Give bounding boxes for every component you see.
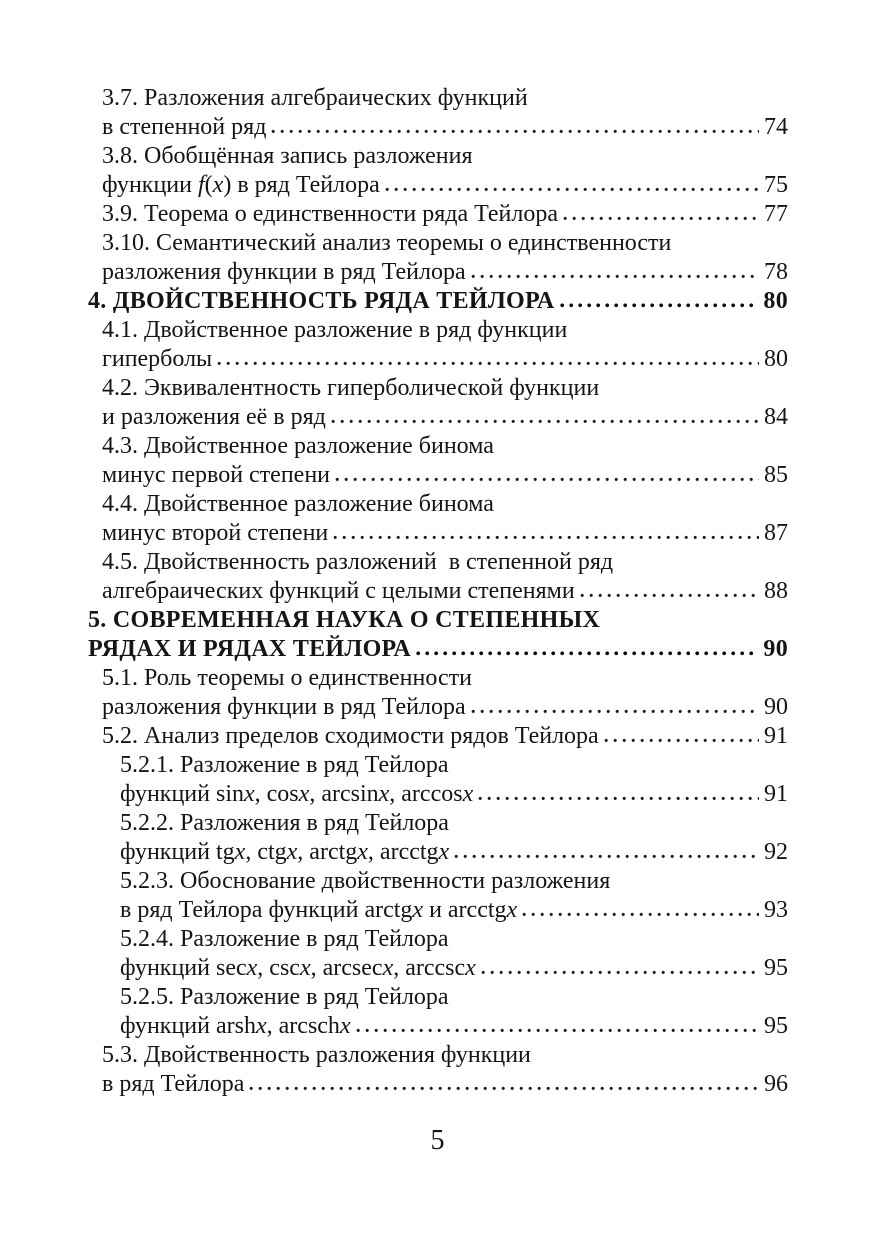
toc-page-number: 78 — [764, 259, 788, 285]
toc-entry-text: разложения функции в ряд Тейлора — [102, 259, 466, 285]
toc-entry — [88, 664, 788, 722]
toc-entry-text: 5. СОВРЕМЕННАЯ НАУКА О СТЕПЕННЫХ — [88, 607, 601, 633]
toc-line — [88, 1070, 788, 1099]
toc-line — [88, 287, 788, 316]
toc-line — [88, 722, 788, 751]
toc-entry-text: 4.5. Двойственность разложений в степенной ряд — [102, 549, 614, 575]
toc-page-number: 93 — [764, 897, 788, 923]
toc-entry-text: в ряд Тейлора — [102, 1071, 245, 1097]
toc-entry-text: функций secx, cscx, arcsecx, arccscx — [120, 955, 476, 981]
toc-page-number: 95 — [764, 955, 788, 981]
toc-entry-text: 5.2.4. Разложение в ряд Тейлора — [120, 926, 449, 952]
dot-leader — [385, 187, 759, 192]
toc-page-number: 92 — [764, 839, 788, 865]
toc-page-number: 95 — [764, 1013, 788, 1039]
toc-page-number: 87 — [764, 520, 788, 546]
toc-page-number: 84 — [764, 404, 788, 430]
toc-entry-text: минус первой степени — [102, 462, 331, 488]
toc-line — [88, 345, 788, 374]
toc-page-number: 80 — [763, 288, 788, 314]
toc-line — [88, 432, 788, 461]
toc-entry-text: алгебраических функций с целыми степенями — [102, 578, 575, 604]
dot-leader — [249, 1086, 759, 1091]
toc-entry — [88, 1041, 788, 1099]
toc-line — [88, 142, 788, 171]
toc-entry-text: 5.2.3. Обоснование двойственности разложения — [120, 868, 611, 894]
toc-line — [88, 171, 788, 200]
toc-page-number: 90 — [764, 694, 788, 720]
toc-entry-text: в степенной ряд — [102, 114, 267, 140]
toc-entry-text: гиперболы — [102, 346, 213, 372]
toc-entry-text: функции f(x) в ряд Тейлора — [102, 172, 380, 198]
dot-leader — [454, 854, 759, 859]
toc-entry-text: 3.7. Разложения алгебраических функций — [102, 85, 528, 111]
toc-line — [88, 258, 788, 287]
toc-line — [88, 200, 788, 229]
toc-line — [88, 461, 788, 490]
toc-list — [88, 84, 788, 1099]
toc-entry-text: и разложения её в ряд — [102, 404, 326, 430]
toc-line — [88, 664, 788, 693]
toc-line — [88, 84, 788, 113]
toc-entry-text: 5.1. Роль теоремы о единственности — [102, 665, 472, 691]
toc-entry-text: 3.8. Обобщённая запись разложения — [102, 143, 473, 169]
toc-entry-text: 4. ДВОЙСТВЕННОСТЬ РЯДА ТЕЙЛОРА — [88, 288, 555, 314]
toc-entry-text: функций arshx, arcschx — [120, 1013, 351, 1039]
toc-entry-text: 5.3. Двойственность разложения функции — [102, 1042, 531, 1068]
toc-line — [88, 1041, 788, 1070]
dot-leader — [478, 796, 759, 801]
toc-entry — [88, 751, 788, 809]
toc-page-number: 77 — [764, 201, 788, 227]
toc-entry — [88, 84, 788, 142]
toc-entry — [88, 490, 788, 548]
toc-entry — [88, 925, 788, 983]
toc-line — [88, 374, 788, 403]
toc-line — [88, 954, 788, 983]
toc-line — [88, 577, 788, 606]
toc-entry-text: 5.2. Анализ пределов сходимости рядов Тейлора — [102, 723, 599, 749]
toc-line — [88, 548, 788, 577]
toc-page-number: 91 — [764, 781, 788, 807]
toc-entry — [88, 722, 788, 751]
toc-page-number: 91 — [764, 723, 788, 749]
dot-leader — [356, 1028, 759, 1033]
toc-entry-text: 4.3. Двойственное разложение бинома — [102, 433, 494, 459]
toc-page-number: 88 — [764, 578, 788, 604]
dot-leader — [522, 912, 759, 917]
dot-leader — [481, 970, 759, 975]
toc-page-number: 85 — [764, 462, 788, 488]
toc-entry — [88, 200, 788, 229]
toc-entry-text: РЯДАХ И РЯДАХ ТЕЙЛОРА — [88, 636, 412, 662]
toc-entry — [88, 606, 788, 664]
toc-line — [88, 490, 788, 519]
toc-line — [88, 925, 788, 954]
toc-entry — [88, 867, 788, 925]
toc-line — [88, 403, 788, 432]
toc-line — [88, 780, 788, 809]
toc-entry — [88, 316, 788, 374]
toc-entry — [88, 374, 788, 432]
toc-page-number: 75 — [764, 172, 788, 198]
toc-line — [88, 896, 788, 925]
toc-line — [88, 113, 788, 142]
toc-entry — [88, 432, 788, 490]
toc-entry-text: 3.9. Теорема о единственности ряда Тейлора — [102, 201, 558, 227]
dot-leader — [580, 593, 759, 598]
toc-page-number: 90 — [763, 636, 788, 662]
toc-entry-text: 5.2.1. Разложение в ряд Тейлора — [120, 752, 449, 778]
page-number: 5 — [430, 1125, 445, 1156]
toc-entry-text: 4.1. Двойственное разложение в ряд функции — [102, 317, 568, 343]
dot-leader — [335, 477, 759, 482]
toc-line — [88, 983, 788, 1012]
toc-line — [88, 519, 788, 548]
toc-entry-text: разложения функции в ряд Тейлора — [102, 694, 466, 720]
toc-entry-text: 4.4. Двойственное разложение бинома — [102, 491, 494, 517]
toc-page-number: 74 — [764, 114, 788, 140]
dot-leader — [271, 129, 759, 134]
toc-entry — [88, 548, 788, 606]
toc-entry-text: 3.10. Семантический анализ теоремы о единственности — [102, 230, 672, 256]
toc-line — [88, 867, 788, 896]
toc-entry-text: функций sinx, cosx, arcsinx, arccosx — [120, 781, 474, 807]
toc-entry-text: 4.2. Эквивалентность гиперболической функции — [102, 375, 600, 401]
dot-leader — [331, 419, 759, 424]
dot-leader — [333, 535, 759, 540]
toc-entry — [88, 229, 788, 287]
toc-entry-text: в ряд Тейлора функций arctgx и arcctgx — [120, 897, 518, 923]
toc-entry — [88, 809, 788, 867]
toc-line — [88, 606, 788, 635]
toc-line — [88, 838, 788, 867]
toc-line — [88, 229, 788, 258]
dot-leader — [217, 361, 759, 366]
toc-line — [88, 809, 788, 838]
toc-line — [88, 316, 788, 345]
dot-leader — [471, 274, 759, 279]
toc-page-number: 80 — [764, 346, 788, 372]
toc-entry-text: функций tgx, ctgx, arctgx, arcctgx — [120, 839, 450, 865]
dot-leader — [563, 216, 759, 221]
toc-line — [88, 693, 788, 722]
toc-entry-text: 5.2.5. Разложение в ряд Тейлора — [120, 984, 449, 1010]
toc-entry — [88, 983, 788, 1041]
toc-entry-text: 5.2.2. Разложения в ряд Тейлора — [120, 810, 449, 836]
toc-page-number: 96 — [764, 1071, 788, 1097]
dot-leader — [560, 303, 759, 308]
dot-leader — [416, 651, 758, 656]
toc-line — [88, 751, 788, 780]
dot-leader — [471, 709, 759, 714]
toc-entry-text: минус второй степени — [102, 520, 329, 546]
dot-leader — [604, 738, 759, 743]
toc-entry — [88, 142, 788, 200]
toc-entry — [88, 287, 788, 316]
toc-line — [88, 1012, 788, 1041]
toc-line — [88, 635, 788, 664]
